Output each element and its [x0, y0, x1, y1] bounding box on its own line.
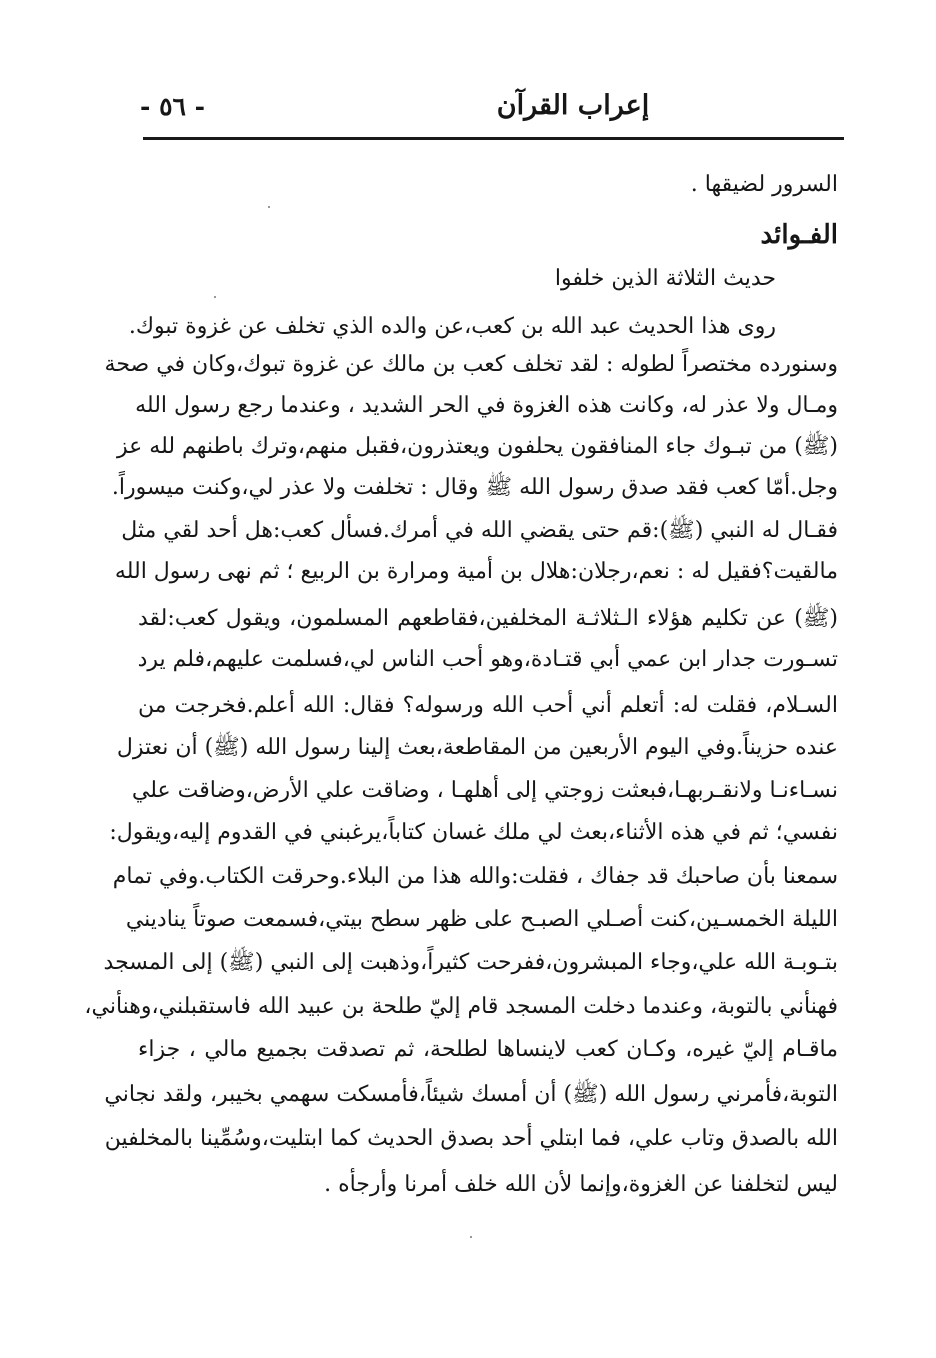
body-line: عنده حزيناً.وفي اليوم الأربعين من المقاطعة،بعث إلينا رسول الله (ﷺ) أن نعتزل	[116, 735, 838, 760]
body-line: التوبة،فأمرني رسول الله (ﷺ) أن أمسك شيئاً،فأمسكت سهمي بخيبر، ولقد نجاني	[104, 1082, 838, 1107]
body-line: مالقيت؟فقيل له : نعم،رجلان:هلال بن أمية ومرارة بن الربيع ؛ ثم نهى رسول الله	[114, 559, 838, 584]
running-title: إعراب القرآن	[496, 90, 650, 121]
body-line: الله بالصدق وتاب علي، فما ابتلي أحد بصدق الحديث كما ابتليت،وسُمِّينا بالمخلفين	[104, 1126, 838, 1151]
body-line: نسـاءنـا ولانقـربهـا،فبعثت زوجتي إلى أهلهـا ، وضاقت علي الأرض،وضاقت علي	[131, 778, 838, 803]
paper-speck	[214, 296, 216, 298]
body-line: (ﷺ) عن تكليم هؤلاء الـثلاثـة المخلفين،فقاطعهم المسلمون، ويقول كعب:لقد	[138, 606, 838, 631]
body-line: السـلام، فقلت له: أتعلم أني أحب الله ورسوله؟ فقال: الله أعلم.فخرجت من	[138, 693, 838, 718]
body-line: تسـورت جدار ابن عمي أبي قتـادة،وهو أحب الناس لي،فسلمت عليهم،فلم يرد	[137, 647, 838, 672]
body-line: الليلة الخمسـين،كنت أصـلي الصبـح على ظهر سطح بيتي،فسمعت صوتاً يناديني	[125, 907, 838, 932]
paper-speck	[470, 1236, 472, 1238]
page-header	[138, 84, 838, 128]
body-line: بتـوبـة الله علي،وجاء المبشرون،ففرحت كثيراً،وذهبت إلى النبي (ﷺ) إلى المسجد	[103, 950, 838, 975]
body-line: فهنأني بالتوبة، وعندما دخلت المسجد قام إليّ طلحة بن عبيد الله فاستقبلني،وهنأني،	[84, 994, 838, 1019]
body-line: (ﷺ) من تبـوك جاء المنافقون يحلفون ويعتذرون،فقبل منهم،وترك باطنهم لله عز	[117, 434, 838, 459]
body-line: السرور لضيقها .	[690, 172, 838, 197]
body-line: ليس لتخلفنا عن الغزوة،وإنما لأن الله خلف أمرنا وأرجأه .	[324, 1172, 838, 1197]
body-line: وجل.أمّا كعب فقد صدق رسول الله ﷺ وقال : تخلفت ولا عذر لي،وكنت ميسوراً.	[111, 475, 838, 500]
body-line: ماقـام إليّ غيره، وكـان كعب لاينساها لطلحة، ثم تصدقت بجميع مالي ، جزاء	[138, 1037, 838, 1062]
body-line: روى هذا الحديث عبد الله بن كعب،عن والده الذي تخلف عن غزوة تبوك.	[128, 314, 776, 339]
header-rule	[143, 137, 844, 140]
body-line: سمعنا بأن صاحبك قد جفاك ، فقلت:والله هذا من البلاء.وحرقت الكتاب.وفي تمام	[112, 864, 838, 889]
subheading: حديث الثلاثة الذين خلفوا	[554, 266, 776, 291]
page-number: - ٥٦ -	[140, 92, 206, 121]
body-line: فقـال له النبي (ﷺ):قم حتى يقضي الله في أمرك.فسأل كعب:هل أحد لقي مثل	[121, 518, 838, 543]
body-line: ومـال ولا عذر له، وكانت هذه الغزوة في الحر الشديد ، وعندما رجع رسول الله	[135, 393, 838, 418]
body-line: نفسي؛ ثم في هذه الأثناء،بعث لي ملك غسان كتاباً،يرغبني في القدوم إليه،ويقول:	[109, 820, 838, 845]
section-heading: الفـوائد	[760, 220, 838, 250]
paper-speck	[268, 206, 270, 208]
body-line: وسنورده مختصراً لطوله : لقد تخلف كعب بن مالك عن غزوة تبوك،وكان في صحة	[104, 352, 838, 377]
